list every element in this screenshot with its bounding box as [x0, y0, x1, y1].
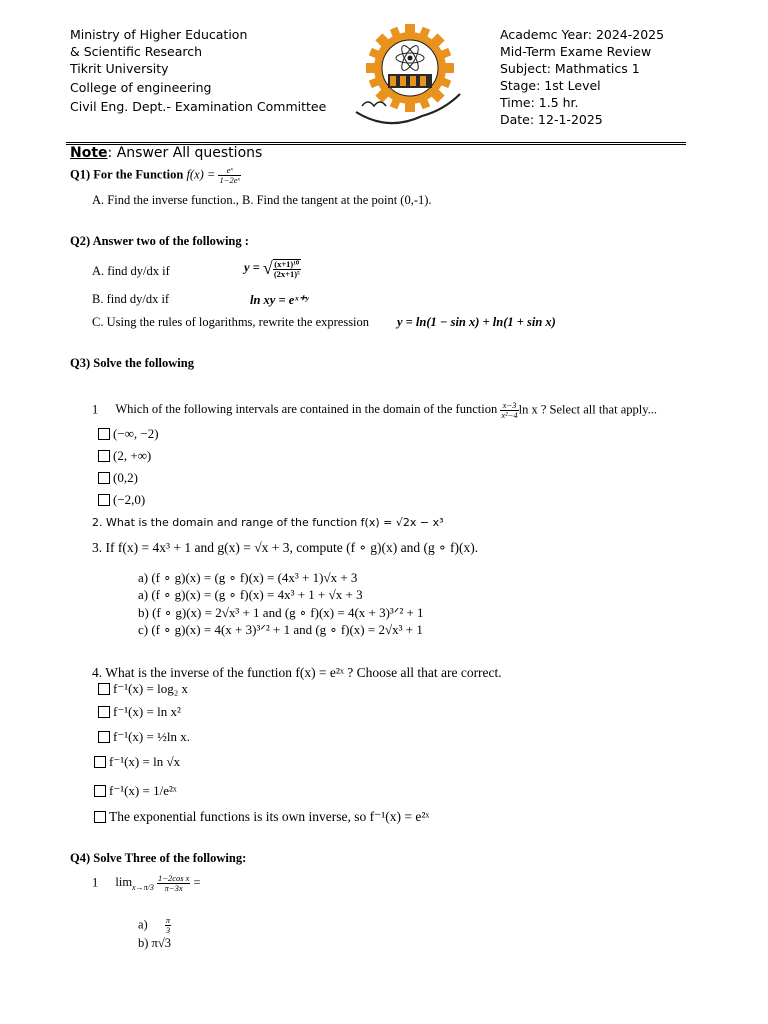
q4-opt-a-num: π [165, 915, 171, 925]
q1-denominator: 1−2eˣ [219, 175, 240, 185]
q3-item3: 3. If f(x) = 4x³ + 1 and g(x) = √x + 3, compute (f ∘ g)(x) and (g ∘ f)(x). [92, 540, 479, 555]
note-label: Note [70, 145, 108, 161]
q3-item2: 2. What is the domain and range of the function f(x) = √2x − x³ [92, 516, 444, 529]
q3-item3-option-a1: a) (f ∘ g)(x) = (g ∘ f)(x) = (4x³ + 1)√x + 3 [138, 570, 358, 585]
q2-b-expr: ln xy = eˣ⁺ʸ [250, 293, 309, 307]
q3-item1-number: 1 [92, 402, 99, 417]
q2-title: Q2) Answer two of the following : [70, 234, 249, 248]
checkbox-icon[interactable] [98, 494, 110, 506]
q2-a-lhs: y = [244, 260, 260, 275]
q1-numerator: eˣ [218, 166, 240, 176]
q4-item1-number: 1 [92, 875, 99, 890]
q3-item4-option-1[interactable]: f⁻¹(x) = log₂ x [98, 681, 188, 697]
q4-opt-a-den: 3 [165, 925, 171, 935]
q3-item4-option-2[interactable]: f⁻¹(x) = ln x² [98, 704, 181, 720]
checkbox-icon[interactable] [98, 683, 110, 695]
checkbox-icon[interactable] [98, 428, 110, 440]
q4-item1-eq: = [193, 875, 201, 890]
q2-c-text: C. Using the rules of logarithms, rewrite the expression [92, 315, 370, 329]
header-right-block [500, 26, 664, 128]
q2-b-label: B. find dy/dx if [92, 292, 170, 306]
academic-year: Academc Year: 2024-2025 [500, 27, 665, 42]
q3-item1-option-1[interactable]: (−∞, −2) [98, 426, 159, 442]
department-line: Civil Eng. Dept.- Examination Committee [70, 99, 327, 114]
subject: Subject: Mathmatics 1 [500, 61, 640, 76]
checkbox-icon[interactable] [98, 731, 110, 743]
stage: Stage: 1st Level [500, 78, 601, 93]
q2-a-den: (2x+1)⁵ [273, 268, 300, 279]
q2-a-label: A. find dy/dx if [92, 264, 170, 278]
checkbox-icon[interactable] [94, 756, 106, 768]
q3-item1-option-4[interactable]: (−2,0) [98, 492, 145, 508]
college-line: College of engineering [70, 80, 212, 95]
q4-item1-fden: π−3x [164, 883, 183, 893]
q4-item1-lim: lim [115, 875, 133, 890]
university-logo-icon [348, 20, 468, 130]
q1-part-a: A. Find the inverse function., B. Find the tangent at the point (0,-1). [92, 193, 432, 207]
q3-item1-option-2[interactable]: (2, +∞) [98, 448, 151, 464]
q3-item4-option-4[interactable]: f⁻¹(x) = ln √x [94, 754, 180, 770]
date: Date: 12-1-2025 [500, 112, 603, 127]
q4-title: Q4) Solve Three of the following: [70, 851, 247, 865]
q1-title: Q1) For the Function [70, 167, 184, 182]
university-line: Tikrit University [70, 61, 169, 76]
q3-item1 [92, 401, 657, 420]
q4-item1-option-b: b) π√3 [138, 936, 171, 950]
checkbox-icon[interactable] [98, 472, 110, 484]
q4-item1-sub: x→π/3 [132, 882, 154, 892]
q2-a-num: (x+1)¹⁰ [274, 258, 300, 269]
q2-c-expr: y = ln(1 − sin x) + ln(1 + sin x) [397, 315, 556, 329]
header-left-block [70, 26, 326, 115]
q3-item1-fden: x²−4 [501, 410, 518, 420]
q3-item1-option-3[interactable]: (0,2) [98, 470, 138, 486]
checkbox-icon[interactable] [94, 811, 106, 823]
q3-item4: 4. What is the inverse of the function f(x) = e²ˣ ? Choose all that are correct. [92, 665, 502, 680]
checkbox-icon[interactable] [94, 785, 106, 797]
research-line: & Scientific Research [70, 44, 203, 59]
q4-item1-option-a: a) $\frac{\pi}{3}$ [138, 915, 171, 935]
q3-title: Q3) Solve the following [70, 356, 194, 370]
exam-type: Mid-Term Exame Review [500, 44, 652, 59]
checkbox-icon[interactable] [98, 706, 110, 718]
q4-item1 [92, 874, 201, 893]
q3-item4-option-6[interactable]: The exponential functions is its own inverse, so f⁻¹(x) = e²ˣ [94, 809, 429, 825]
q3-item3-option-a2: a) (f ∘ g)(x) = (g ∘ f)(x) = 4x³ + 1 + √x + 3 [138, 587, 363, 602]
q1-title-line [70, 166, 241, 185]
ministry-line: Ministry of Higher Education [70, 27, 248, 42]
q3-item1-tail: ln x ? Select all that apply... [518, 402, 658, 417]
q3-item3-option-b: b) (f ∘ g)(x) = 2√x³ + 1 and (g ∘ f)(x) = 4(x + 3)³ᐟ² + 1 [138, 605, 424, 620]
q3-item4-option-3[interactable]: f⁻¹(x) = ½ln x. [98, 729, 190, 745]
header-divider [66, 142, 686, 143]
note-text: : Answer All questions [107, 145, 263, 161]
q4-item1-fnum: 1−2cos x [157, 873, 190, 883]
checkbox-icon[interactable] [98, 450, 110, 462]
q3-item3-option-c: c) (f ∘ g)(x) = 4(x + 3)³ᐟ² + 1 and (g ∘ f)(x) = 2√x³ + 1 [138, 622, 423, 637]
q3-item1-text: Which of the following intervals are contained in the domain of the function [115, 402, 498, 417]
q3-item4-option-5[interactable]: f⁻¹(x) = 1/e²ˣ [94, 783, 177, 799]
q3-item1-fnum: x−3 [500, 401, 518, 411]
time: Time: 1.5 hr. [500, 95, 579, 110]
q1-func: f(x) = [186, 167, 216, 182]
q2-a-expr: y = √ $\frac{\text{(x+1)¹⁰}}{\text{(2x+1)⁵}}$ [244, 258, 300, 279]
note-line [70, 145, 262, 161]
